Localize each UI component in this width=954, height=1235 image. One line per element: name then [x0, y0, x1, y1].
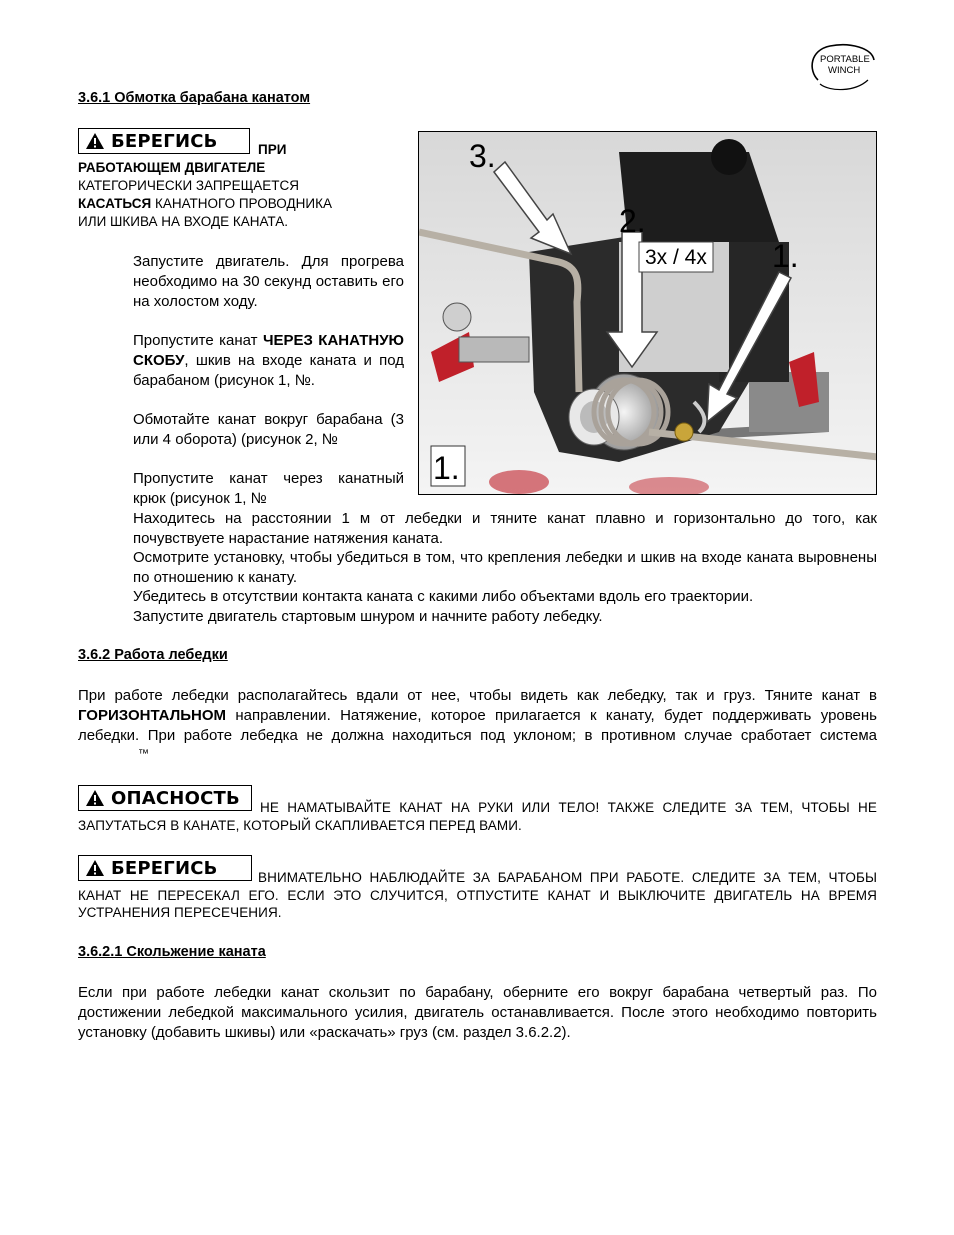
- warning-text-line4: [78, 195, 332, 213]
- warning-label-2: БЕРЕГИСЬ: [111, 857, 218, 879]
- warning-text-first: ПРИ: [258, 142, 287, 157]
- portable-winch-logo: [800, 40, 880, 95]
- section-3-6-2-1-paragraph: Если при работе лебедки канат скользит по барабану, оберните его вокруг барабана четвертый раз. По достижении лебедкой максимального усилия, двигатель останавливается. После этого необходимо повторить установку (добавить шкивы) или «раскачать» груз (см. раздел 3.6.2.2).: [78, 984, 877, 1041]
- para-bold: ГОРИЗОНТАЛЬНОМ: [78, 706, 226, 724]
- warning-triangle-icon: [85, 132, 105, 150]
- para-part-b: направлении. Натяжение, которое прилагается к канату, будет поддерживать уровень лебедки. При работе лебедка не должна находиться под уклоном; в противном случае сработает система: [78, 706, 877, 744]
- warning-text-line3: КАТЕГОРИЧЕСКИ ЗАПРЕЩАЕТСЯ: [78, 178, 300, 193]
- section-heading-3-6-2: 3.6.2 Работа лебедки: [78, 647, 228, 663]
- logo-line2: WINCH: [828, 65, 861, 76]
- step-pull-rope: Находитесь на расстоянии 1 м от лебедки и тяните канат плавно и горизонтально до того, как почувствуете нарастание натяжения каната.: [133, 510, 877, 547]
- warning-text-line2: РАБОТАЮЩЕМ ДВИГАТЕЛЕ: [78, 160, 266, 175]
- step-wrap-drum: Обмотайте канат вокруг барабана (3 или 4 оборота) (рисунок 2, №: [133, 411, 404, 448]
- figure-label-2: 2.: [619, 203, 646, 239]
- winch-figure: [418, 131, 877, 495]
- warning-label: БЕРЕГИСЬ: [111, 130, 218, 152]
- para-part-a: При работе лебедки располагайтесь вдали от нее, чтобы видеть как лебедку, так и груз. Тяните канат в: [78, 687, 877, 704]
- warning-box: [78, 128, 250, 154]
- figure-panel-label: 1.: [433, 450, 460, 486]
- figure-label-3: 3.: [469, 138, 496, 174]
- step-thread-rope-b: , шкив на входе каната и под барабаном (рисунок 1, №.: [133, 351, 404, 389]
- step-thread-rope: [133, 331, 404, 390]
- logo-line1: PORTABLE: [820, 54, 870, 65]
- warning-text-2: ВНИМАТЕЛЬНО НАБЛЮДАЙТЕ ЗА БАРАБАНОМ ПРИ РАБОТЕ. СЛЕДИТЕ ЗА ТЕМ, ЧТОБЫ КАНАТ НЕ ПЕРЕСЕКАЛ ЕГО. ЕСЛИ ЭТО СЛУЧИТСЯ, ОТПУСТИТЕ КАНАТ И ВЫКЛЮЧИТЕ ДВИГАТЕЛЬ НА ВРЕМЯ УСТРАНЕНИЯ ПЕРЕСЕЧЕНИЯ.: [78, 870, 877, 920]
- step-start-engine: Запустите двигатель. Для прогрева необходимо на 30 секунд оставить его на холостом ходу.: [133, 253, 404, 310]
- section-3-6-2-paragraph: [78, 686, 877, 769]
- step-start-work: Запустите двигатель стартовым шнуром и начните работу лебедку.: [133, 608, 603, 625]
- warning-text-rest: КАНАТНОГО ПРОВОДНИКА: [151, 196, 332, 211]
- figure-label-1: 1.: [772, 238, 799, 274]
- section-heading-3-6-1: 3.6.1 Обмотка барабана канатом: [78, 90, 311, 106]
- trademark-symbol: ™: [138, 748, 149, 761]
- step-thread-rope-bold: ЧЕРЕЗ КАНАТНУЮ СКОБУ: [133, 332, 404, 369]
- step-thread-rope-a: Пропустите канат: [133, 332, 263, 349]
- section-heading-3-6-2-1: 3.6.2.1 Скольжение каната: [78, 944, 266, 960]
- figure-turns-label: 3x / 4x: [645, 246, 707, 269]
- danger-label: ОПАСНОСТЬ: [111, 787, 240, 809]
- step-clearance: Убедитесь в отсутствии контакта каната с какими либо объектами вдоль его траектории.: [133, 588, 754, 605]
- step-rope-hook: Пропустите канат через канатный крюк (рисунок 1, №: [133, 470, 404, 507]
- warning-text-bold: КАСАТЬСЯ: [78, 196, 152, 211]
- warning-text-line5: ИЛИ ШКИВА НА ВХОДЕ КАНАТА.: [78, 214, 288, 229]
- step-inspect: Осмотрите установку, чтобы убедиться в том, что крепления лебедки и шкив на входе каната выровнены по отношению к канату.: [133, 549, 877, 586]
- danger-text: НЕ НАМАТЫВАЙТЕ КАНАТ НА РУКИ ИЛИ ТЕЛО! ТАКЖЕ СЛЕДИТЕ ЗА ТЕМ, ЧТОБЫ НЕ ЗАПУТАТЬСЯ В КАНАТЕ, КОТОРЫЙ СКАПЛИВАЕТСЯ ПЕРЕД ВАМИ.: [78, 800, 877, 833]
